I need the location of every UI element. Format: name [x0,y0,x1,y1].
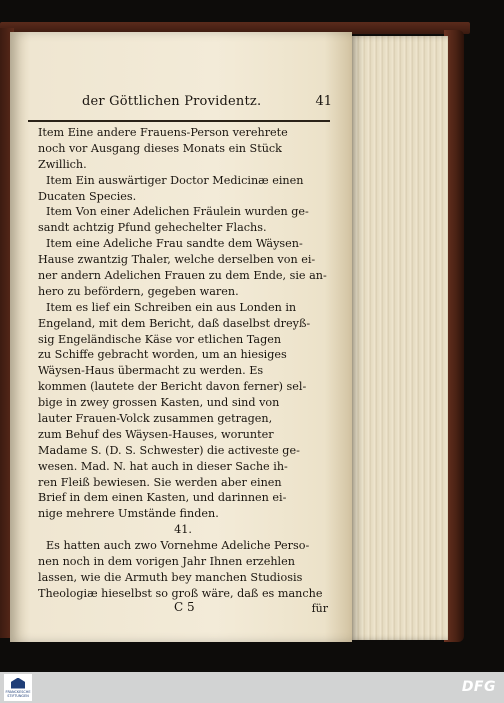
text-line: sandt achtzig Pfund gehechelter Flachs. [38,221,267,235]
text-line: zum Behuf des Wäysen-Hauses, worunter [38,427,274,441]
page-footer [38,600,328,616]
text-line: bige in zwey grossen Kasten, und sind von [38,396,280,410]
text-line: kommen (lautete der Bericht davon ferner) sel- [38,380,307,394]
text-line: ner andern Adelichen Frauen zu dem Ende, sie an- [38,269,327,283]
text-line: Zwillich. [38,157,87,171]
text-line: Wäysen-Haus übermacht zu werden. Es [38,364,264,378]
text-line: lassen, wie die Armuth bey manchen Studiosis [38,570,303,584]
text-line: Hause zwantzig Thaler, welche derselben von ei- [38,253,316,267]
text-line: Madame S. (D. S. Schwester) die activeste ge- [38,443,300,457]
text-line: noch vor Ausgang dieses Monats ein Stück [38,141,282,155]
building-icon [11,678,25,689]
body-text [38,125,328,602]
catchword: für [311,602,328,615]
dfg-logo[interactable]: DFG [461,679,496,695]
running-head: der Göttlichen Providentz. [82,94,262,109]
library-logo[interactable] [4,674,32,701]
text-line: nen noch in dem vorigen Jahr Ihnen erzehlen [38,555,295,569]
text-line: Brief in dem einen Kasten, und darinnen ei- [38,491,287,505]
text-line: Item eine Adeliche Frau sandte dem Wäysen- [46,237,303,251]
viewer-footer-bar [0,672,504,703]
text-line: Theologiæ hieselbst so groß wäre, daß es manche [38,586,323,600]
text-line: Item Von einer Adelichen Fräulein wurden ge- [46,205,309,219]
text-line: sig Engeländische Käse vor etlichen Tagen [38,332,282,346]
text-line: Item Ein auswärtiger Doctor Medicinæ einen [46,173,304,187]
text-line: hero zu befördern, gegeben waren. [38,284,239,298]
page-number: 41 [315,94,332,109]
page-header [82,92,332,114]
text-line: ren Fleiß bewiesen. Sie werden aber einen [38,475,282,489]
signature-mark: C 5 [174,600,195,614]
header-rule [28,120,330,122]
text-line: Es hatten auch zwo Vornehme Adeliche Perso- [46,539,310,553]
text-line: zu Schiffe gebracht worden, um an hiesiges [38,348,287,362]
library-logo-text: FRANCKESCHE STIFTUNGEN [5,689,31,698]
book-page [10,32,352,642]
text-line: Engeland, mit dem Bericht, daß daselbst dreyß- [38,316,311,330]
text-line: nige mehrere Umstände finden. [38,507,219,521]
section-number: 41. [174,523,192,537]
text-line: Item es lief ein Schreiben ein aus Londen in [46,300,297,314]
text-line: Ducaten Species. [38,189,137,203]
text-line: Item Eine andere Frauens-Person verehrete [38,126,288,139]
text-line: lauter Frauen-Volck zusammen getragen, [38,412,273,426]
text-line: wesen. Mad. N. hat auch in dieser Sache ih- [38,459,288,473]
